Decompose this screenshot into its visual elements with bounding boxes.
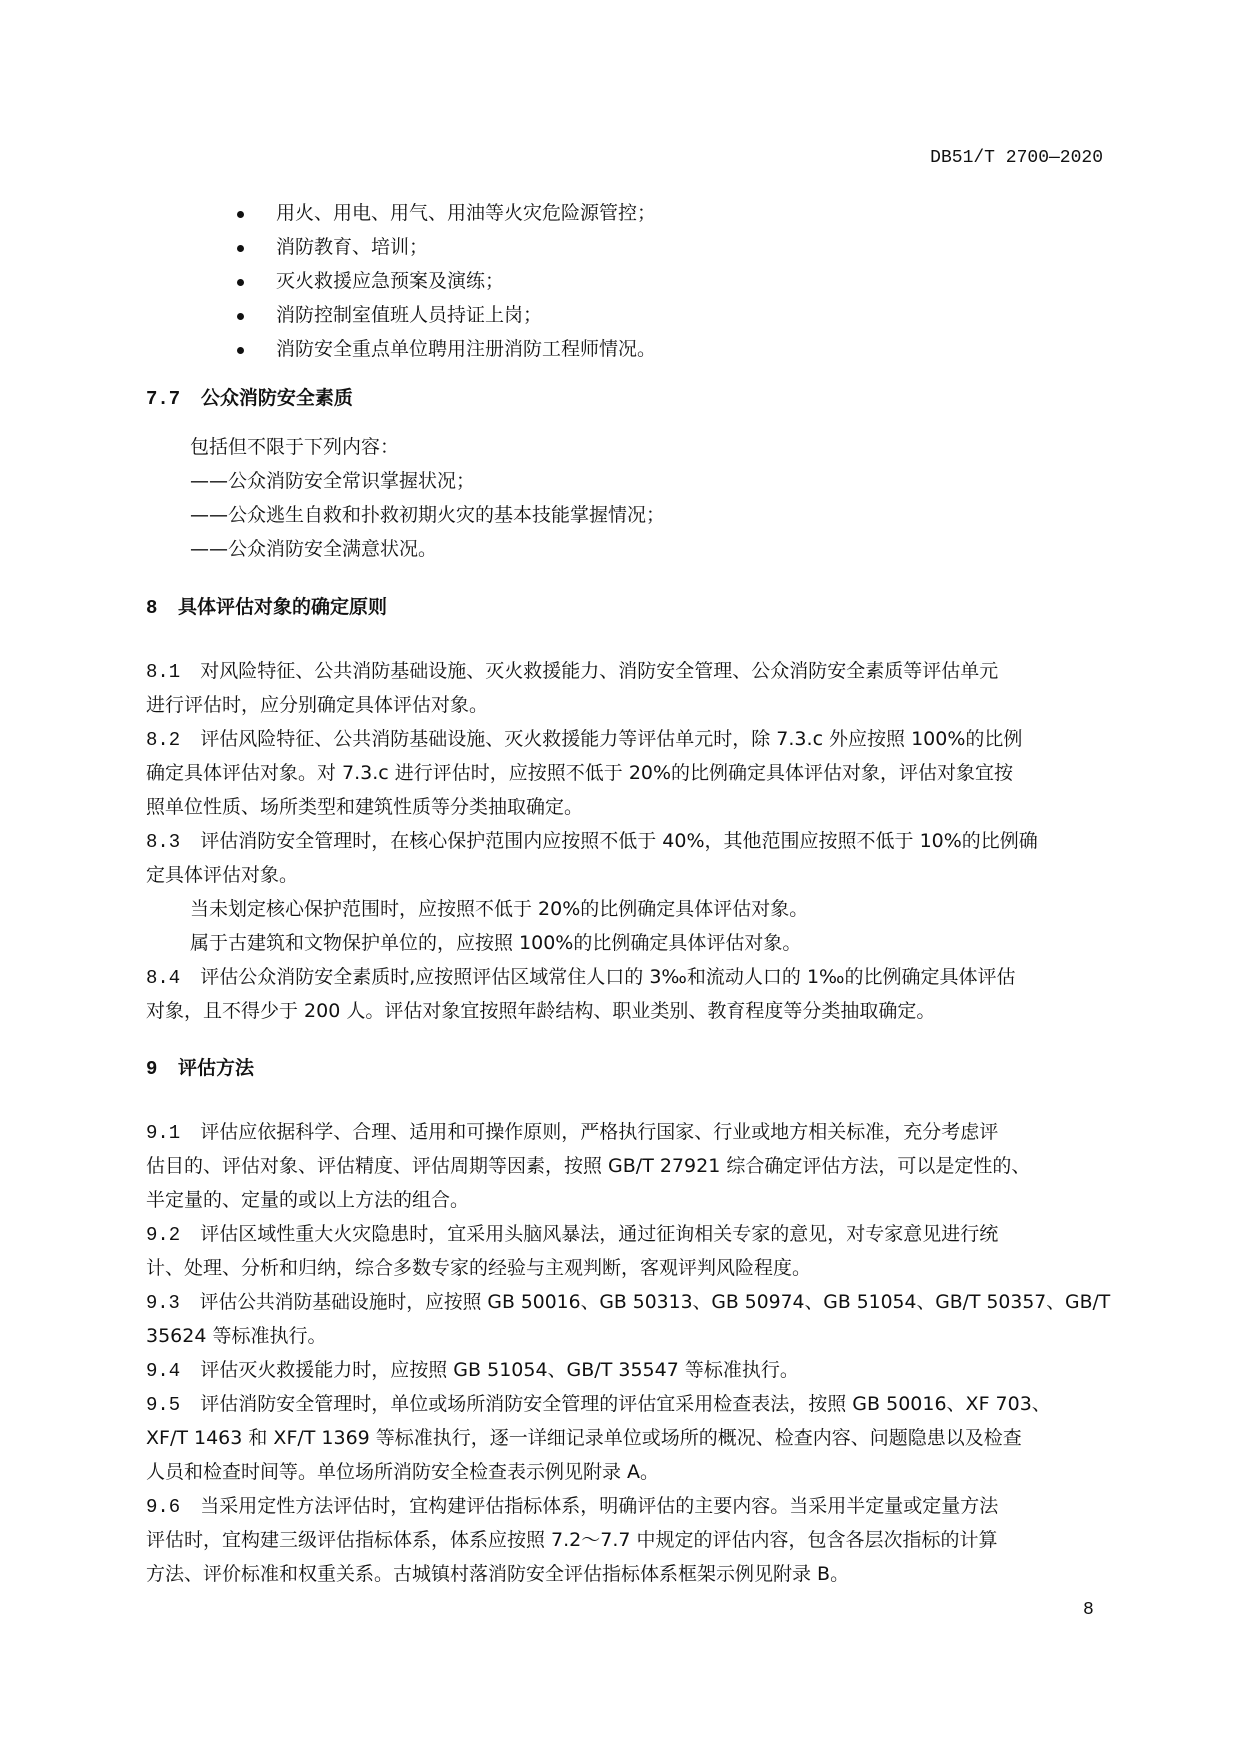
clause-text: 定具体评估对象。 [146, 864, 299, 886]
clause-text: 对象，且不得少于 200 人。评估对象宜按照年龄结构、职业类别、教育程度等分类抽取确定。 [146, 1000, 936, 1022]
clause-number: 9.2 [146, 1224, 181, 1246]
clause-text: 人员和检查时间等。单位场所消防安全检查表示例见附录 A。 [146, 1461, 660, 1483]
bullet-dot-icon [237, 245, 244, 252]
clause-text: 照单位性质、场所类型和建筑性质等分类抽取确定。 [146, 796, 584, 818]
clause-number: 9.6 [146, 1496, 181, 1518]
section-title: 具体评估对象的确定原则 [178, 596, 388, 618]
clause-number: 9.4 [146, 1360, 181, 1382]
dash-item: ——公众消防安全常识掌握状况； [190, 470, 476, 492]
clause-text: 对风险特征、公共消防基础设施、灭火救援能力、消防安全管理、公众消防安全素质等评估单元 [200, 660, 999, 682]
clause-text: 评估公共消防基础设施时，应按照 GB 50016、GB 50313、GB 50974、GB 51054、GB/T 50357、GB/T [199, 1291, 1111, 1313]
clause-number: 9.3 [146, 1292, 180, 1314]
section-heading-8 [146, 596, 387, 620]
clause-text: 确定具体评估对象。对 7.3.c 进行评估时，应按照不低于 20%的比例确定具体评估对象，评估对象宜按 [146, 762, 1014, 784]
clause-9-2 [146, 1223, 998, 1247]
bullet-item: 消防控制室值班人员持证上岗； [276, 304, 543, 326]
section-heading-9 [146, 1057, 254, 1081]
clause-text: 35624 等标准执行。 [146, 1325, 327, 1347]
clause-text: 评估消防安全管理时，在核心保护范围内应按照不低于 40%，其他范围应按照不低于 10%的比例确 [200, 830, 1038, 852]
clause-9-3 [146, 1291, 1110, 1315]
clause-text: 当采用定性方法评估时，宜构建评估指标体系，明确评估的主要内容。当采用半定量或定量方法 [200, 1495, 999, 1517]
bullet-dot-icon [237, 313, 244, 320]
bullet-item: 用火、用电、用气、用油等火灾危险源管控； [276, 202, 657, 224]
clause-text: 评估公众消防安全素质时,应按照评估区域常住人口的 3‰和流动人口的 1‰的比例确定具体评估 [200, 966, 1016, 988]
bullet-item: 消防安全重点单位聘用注册消防工程师情况。 [276, 338, 657, 360]
bullet-item: 灭火救援应急预案及演练； [276, 270, 505, 292]
clause-8-3 [146, 830, 1038, 854]
clause-number: 8.4 [146, 967, 181, 989]
clause-text: 计、处理、分析和归纳，综合多数专家的经验与主观判断，客观评判风险程度。 [146, 1257, 812, 1279]
clause-text: 半定量的、定量的或以上方法的组合。 [146, 1189, 470, 1211]
clause-number: 8.2 [146, 729, 181, 751]
clause-text: 评估风险特征、公共消防基础设施、灭火救援能力等评估单元时，除 7.3.c 外应按照 100%的比例 [200, 728, 1023, 750]
clause-9-1 [146, 1121, 998, 1145]
section-number: 7.7 [146, 388, 181, 410]
section-heading-7-7 [146, 387, 353, 411]
clause-text: 方法、评价标准和权重关系。古城镇村落消防安全评估指标体系框架示例见附录 B。 [146, 1563, 850, 1585]
clause-text: 进行评估时，应分别确定具体评估对象。 [146, 694, 489, 716]
page-number: 8 [1083, 1600, 1094, 1620]
section-number: 8 [146, 597, 158, 619]
clause-text: 评估应依据科学、合理、适用和可操作原则，严格执行国家、行业或地方相关标准，充分考虑评 [200, 1121, 999, 1143]
document-code: DB51/T 2700—2020 [930, 148, 1103, 168]
dash-item: ——公众消防安全满意状况。 [190, 538, 438, 560]
section-number: 9 [146, 1058, 158, 1080]
bullet-dot-icon [237, 347, 244, 354]
clause-9-5 [146, 1393, 1051, 1417]
bullet-dot-icon [237, 279, 244, 286]
clause-number: 8.1 [146, 661, 181, 683]
clause-9-6 [146, 1495, 998, 1519]
clause-text: 评估时，宜构建三级评估指标体系，体系应按照 7.2～7.7 中规定的评估内容，包含各层次指标的计算 [146, 1529, 998, 1551]
clause-text: 评估区域性重大火灾隐患时，宜采用头脑风暴法，通过征询相关专家的意见，对专家意见进行统 [200, 1223, 999, 1245]
clause-text: 评估消防安全管理时，单位或场所消防安全管理的评估宜采用检查表法，按照 GB 50016、XF 703、 [200, 1393, 1051, 1415]
clause-number: 9.1 [146, 1122, 181, 1144]
clause-9-4 [146, 1359, 799, 1383]
section-title: 评估方法 [178, 1057, 255, 1079]
clause-text: 当未划定核心保护范围时，应按照不低于 20%的比例确定具体评估对象。 [190, 898, 809, 920]
clause-text: 评估灭火救援能力时，应按照 GB 51054、GB/T 35547 等标准执行。 [200, 1359, 799, 1381]
clause-8-1 [146, 660, 998, 684]
clause-8-2 [146, 728, 1022, 752]
clause-text: 估目的、评估对象、评估精度、评估周期等因素，按照 GB/T 27921 综合确定评估方法，可以是定性的、 [146, 1155, 1031, 1177]
dash-item: ——公众逃生自救和扑救初期火灾的基本技能掌握情况； [190, 504, 666, 526]
paragraph: 包括但不限于下列内容： [190, 436, 400, 458]
clause-text: 属于古建筑和文物保护单位的，应按照 100%的比例确定具体评估对象。 [190, 932, 802, 954]
clause-number: 9.5 [146, 1394, 181, 1416]
clause-text: XF/T 1463 和 XF/T 1369 等标准执行，逐一详细记录单位或场所的概况、检查内容、问题隐患以及检查 [146, 1427, 1022, 1449]
bullet-dot-icon [237, 211, 244, 218]
section-title: 公众消防安全素质 [200, 387, 353, 409]
clause-8-4 [146, 966, 1016, 990]
bullet-item: 消防教育、培训； [276, 236, 429, 258]
clause-number: 8.3 [146, 831, 181, 853]
